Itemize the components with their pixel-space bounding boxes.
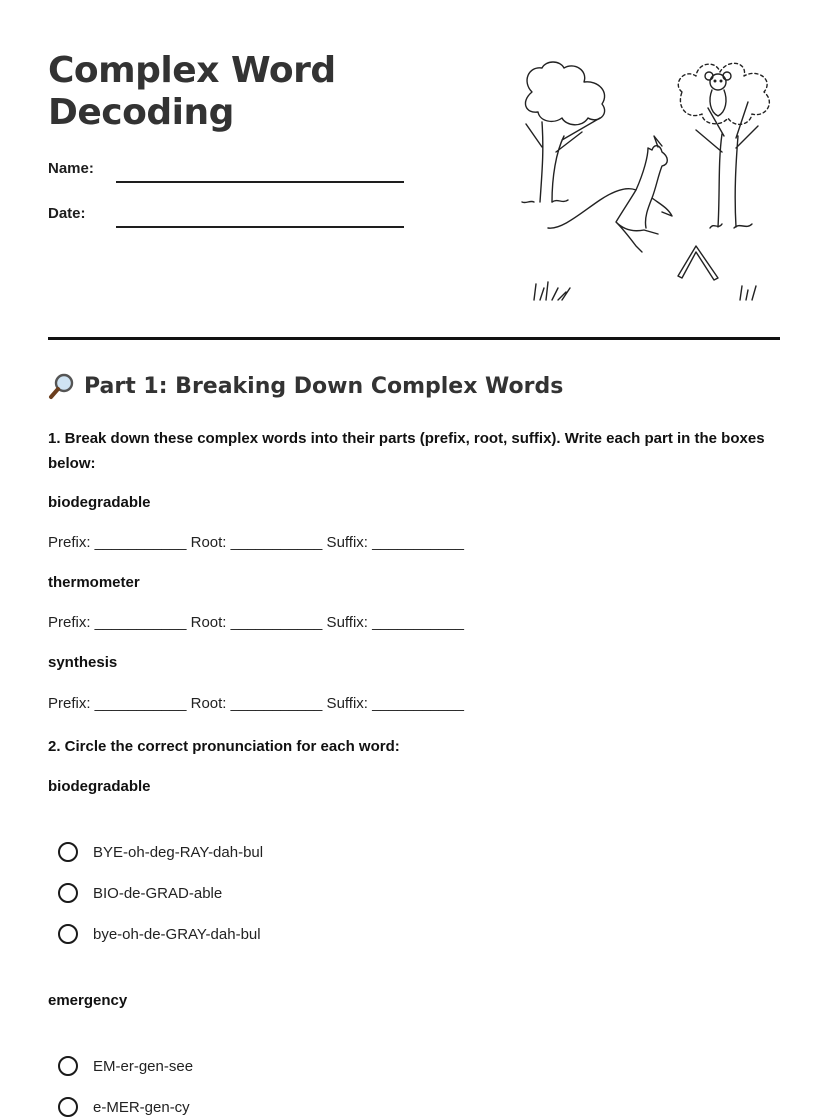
q1-word-1: biodegradable <box>48 494 151 511</box>
option-label: BYE-oh-deg-RAY-dah-bul <box>93 843 264 861</box>
option-label: e-MER-gen-cy <box>93 1098 190 1116</box>
section-divider <box>48 337 780 340</box>
radio-circle[interactable] <box>58 924 78 944</box>
radio-circle[interactable] <box>58 883 78 903</box>
date-label: Date: <box>48 205 86 222</box>
part1-heading <box>48 372 563 400</box>
q2-word-1-option-1[interactable] <box>58 842 263 862</box>
q2-word-1-option-3[interactable] <box>58 924 261 944</box>
name-label: Name: <box>48 160 94 177</box>
name-line[interactable] <box>116 181 404 183</box>
q1-word-3-parts[interactable]: Prefix: ___________ Root: ___________ Suffix: ___________ <box>48 695 464 712</box>
q2-word-2: emergency <box>48 992 128 1009</box>
radio-circle[interactable] <box>58 1056 78 1076</box>
q2-word-2-option-1[interactable] <box>58 1056 193 1076</box>
radio-circle[interactable] <box>58 842 78 862</box>
kangaroo-icon <box>548 136 672 252</box>
magnifying-glass-icon <box>48 372 76 400</box>
q1-word-2-parts[interactable]: Prefix: ___________ Root: ___________ Suffix: ___________ <box>48 614 464 631</box>
question-1-prompt: 1. Break down these complex words into their parts (prefix, root, suffix). Write each part in the boxes below: <box>48 430 765 472</box>
page-title: Complex Word Decoding <box>48 50 336 133</box>
grass-icon <box>534 282 756 300</box>
radio-circle[interactable] <box>58 1097 78 1117</box>
tree-icon <box>522 62 605 203</box>
question-2-prompt: 2. Circle the correct pronunciation for each word: <box>48 738 400 755</box>
australian-animals-illustration <box>512 52 780 304</box>
option-label: EM-er-gen-see <box>93 1057 194 1075</box>
option-label: bye-oh-de-GRAY-dah-bul <box>93 925 261 943</box>
q2-word-1-option-2[interactable] <box>58 883 222 903</box>
date-line[interactable] <box>116 226 404 228</box>
q2-word-2-option-2[interactable] <box>58 1097 190 1117</box>
part1-heading-text: Part 1: Breaking Down Complex Words <box>84 373 564 399</box>
q1-word-1-parts[interactable]: Prefix: ___________ Root: ___________ Suffix: ___________ <box>48 534 464 551</box>
q1-word-2: thermometer <box>48 574 140 591</box>
option-label: BIO-de-GRAD-able <box>93 884 223 902</box>
boomerang-icon <box>678 246 718 280</box>
q2-word-1: biodegradable <box>48 778 151 795</box>
q1-word-3: synthesis <box>48 654 118 671</box>
